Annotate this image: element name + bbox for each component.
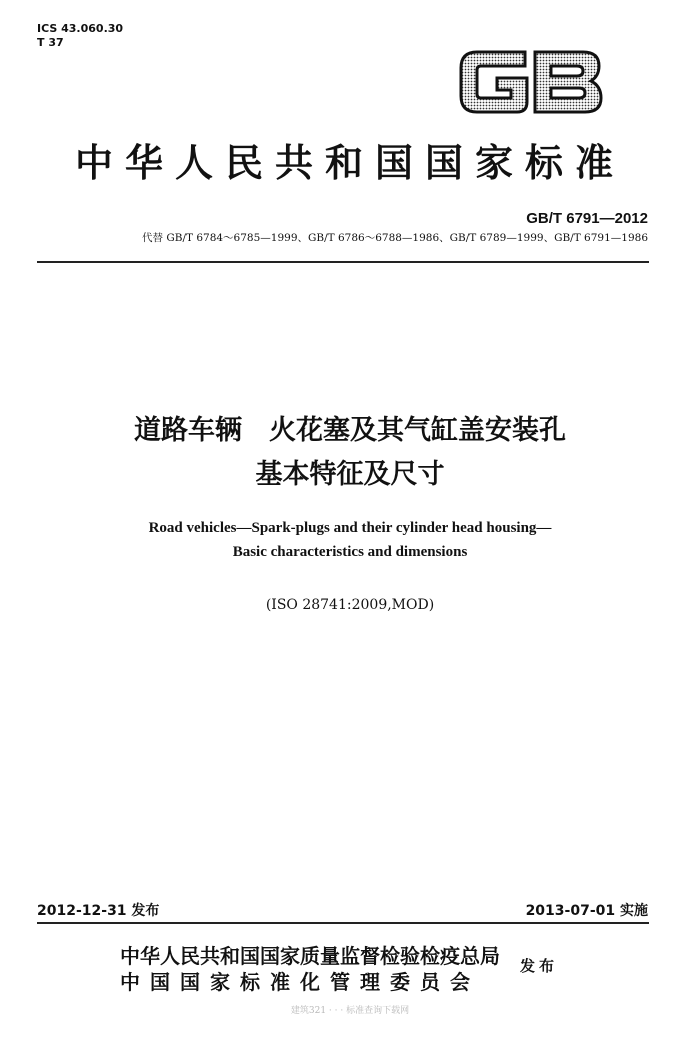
issuer-aqsiq: 中华人民共和国国家质量监督检验检疫总局 [120, 944, 500, 968]
watermark: 建筑321 · · · 标准查询下载网 [290, 1006, 410, 1016]
header-divider [37, 261, 649, 263]
issuer-sac: 中国国家标准化管理委员会 [120, 970, 480, 994]
national-standard-title: 中华人民共和国国家标准 [74, 141, 625, 185]
replaces-note: 代替 GB/T 6784～6785—1999、GB/T 6786～6788—1986、GB/T 6789—1999、GB/T 6791—1986 [142, 232, 648, 244]
chinese-title-line1: 道路车辆 火花塞及其气缸盖安装孔 [134, 415, 566, 446]
gb-logo-icon [455, 38, 605, 124]
iso-reference: (ISO 28741:2009,MOD) [265, 597, 435, 613]
english-title-line1: Road vehicles—Spark-plugs and their cylinder head housing— [148, 520, 552, 536]
chinese-title-line2: 基本特征及尺寸 [255, 459, 445, 490]
ics-code: ICS 43.060.30 [37, 22, 124, 35]
classification-code: T 37 [37, 36, 64, 49]
standard-number: GB/T 6791—2012 [526, 210, 648, 227]
issue-date: 2012-12-31 发布 [37, 903, 160, 919]
implementation-date: 2013-07-01 实施 [525, 903, 648, 919]
ics-block [37, 22, 123, 50]
footer-divider [37, 922, 649, 924]
publish-label: 发布 [520, 957, 559, 975]
english-title-line2: Basic characteristics and dimensions [232, 544, 468, 560]
